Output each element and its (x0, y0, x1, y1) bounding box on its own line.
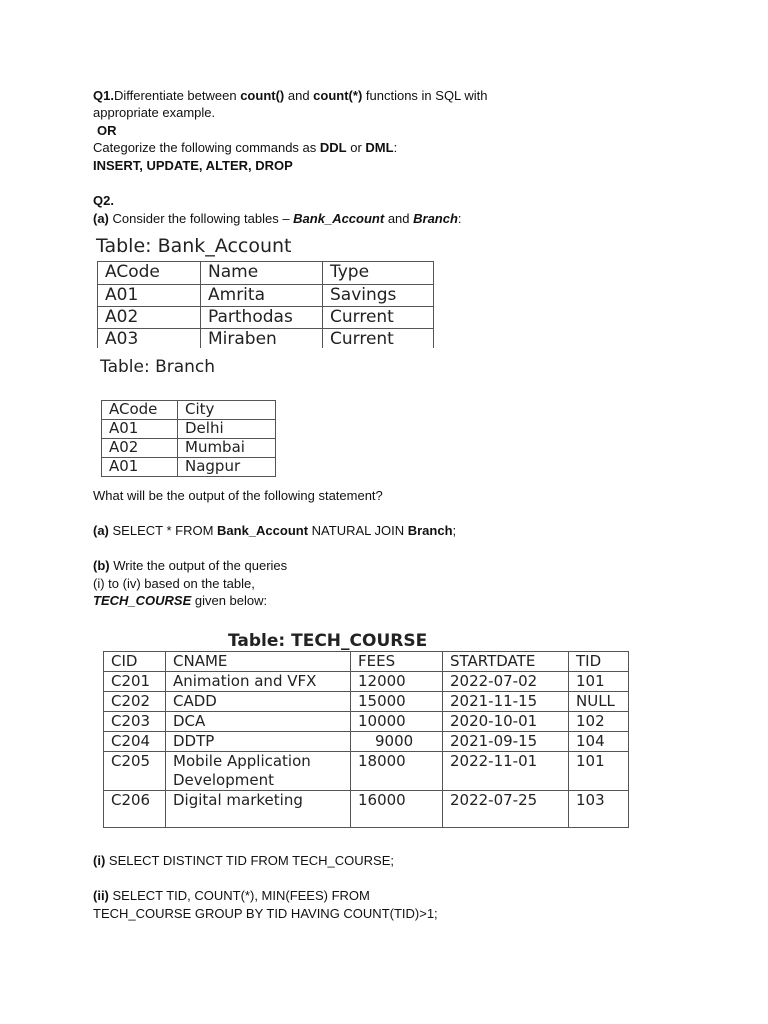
natural-join-statement: (a) SELECT * FROM Bank_Account NATURAL JOIN Branch; (93, 523, 457, 538)
query-i: (i) SELECT DISTINCT TID FROM TECH_COURSE; (93, 853, 394, 868)
tech-course-table (103, 651, 629, 828)
output-question: What will be the output of the following statement? (93, 488, 383, 503)
tech_course-cell: 102 (569, 712, 629, 732)
tech_course-cell: Digital marketing (166, 791, 351, 828)
tech_course-cell: NULL (569, 692, 629, 712)
tech_course-cell: Animation and VFX (166, 672, 351, 692)
tech_course-cell: 2021-11-15 (443, 692, 569, 712)
branch-table (101, 400, 276, 477)
tech_course-cell: 12000 (351, 672, 443, 692)
tech_course-cell: 15000 (351, 692, 443, 712)
tech_course-cell: 101 (569, 752, 629, 791)
branch-cell: A02 (102, 439, 178, 458)
tech_course-cell: 2020-10-01 (443, 712, 569, 732)
branch-header-cell: City (178, 401, 276, 420)
tech_course-cell: 101 (569, 672, 629, 692)
tech_course-row (104, 692, 629, 712)
q2-b-line-1: (b) Write the output of the queries (93, 558, 288, 573)
bank_account-cell: A02 (98, 307, 201, 329)
tech_course-row (104, 712, 629, 732)
branch-cell: Mumbai (178, 439, 276, 458)
bank_account-header-cell: Name (201, 262, 323, 285)
bank_account-cell: Parthodas (201, 307, 323, 329)
tech_course-cell: 2022-07-25 (443, 791, 569, 828)
branch-header-cell: ACode (102, 401, 178, 420)
tech_course-cell: DCA (166, 712, 351, 732)
branch-row (102, 458, 276, 477)
branch-header-row (102, 401, 276, 420)
bank_account-cell: Current (323, 307, 434, 329)
bank-account-table (97, 261, 434, 348)
q2-b-line-2: (i) to (iv) based on the table, (93, 576, 255, 591)
branch-cell: Nagpur (178, 458, 276, 477)
tech_course-cell: 103 (569, 791, 629, 828)
q1-commands: INSERT, UPDATE, ALTER, DROP (93, 158, 293, 173)
tech_course-row (104, 732, 629, 752)
tech_course-header-cell: STARTDATE (443, 652, 569, 672)
tech_course-cell: C206 (104, 791, 166, 828)
query-ii-line-2: TECH_COURSE GROUP BY TID HAVING COUNT(TID)>1; (93, 906, 438, 921)
branch-image (93, 352, 398, 482)
branch-cell: A01 (102, 420, 178, 439)
query-ii-line-1: (ii) SELECT TID, COUNT(*), MIN(FEES) FROM (93, 888, 370, 903)
tech_course-header-row (104, 652, 629, 672)
q1-line-2: appropriate example. (93, 105, 216, 120)
bank_account-row (98, 329, 434, 349)
bank_account-row (98, 285, 434, 307)
tech_course-cell: 104 (569, 732, 629, 752)
tech_course-cell: C205 (104, 752, 166, 791)
q1-line-3: Categorize the following commands as DDL or DML: (93, 140, 398, 155)
bank_account-header-cell: Type (323, 262, 434, 285)
tech-course-image (93, 624, 638, 834)
q2-b-line-3: TECH_COURSE given below: (93, 593, 268, 608)
tech_course-cell: 2022-07-02 (443, 672, 569, 692)
branch-caption: Table: Branch (100, 357, 216, 377)
branch-cell: A01 (102, 458, 178, 477)
tech_course-cell: 16000 (351, 791, 443, 828)
q2-label: Q2. (93, 193, 114, 208)
tech_course-cell: CADD (166, 692, 351, 712)
bank_account-cell: A01 (98, 285, 201, 307)
tech_course-cell: 18000 (351, 752, 443, 791)
bank_account-header-cell: ACode (98, 262, 201, 285)
bank_account-cell: Savings (323, 285, 434, 307)
bank_account-cell: Amrita (201, 285, 323, 307)
bank_account-cell: A03 (98, 329, 201, 349)
tech_course-cell: C204 (104, 732, 166, 752)
tech_course-cell: DDTP (166, 732, 351, 752)
bank-account-image (93, 232, 438, 348)
branch-cell: Delhi (178, 420, 276, 439)
tech-course-caption: Table: TECH_COURSE (228, 631, 428, 651)
q1-line-1: Q1.Differentiate between count() and count(*) functions in SQL with (93, 88, 488, 103)
tech_course-cell: 10000 (351, 712, 443, 732)
branch-row (102, 420, 276, 439)
tech_course-header-cell: FEES (351, 652, 443, 672)
tech_course-cell: 2022-11-01 (443, 752, 569, 791)
tech_course-header-cell: TID (569, 652, 629, 672)
bank_account-row (98, 307, 434, 329)
branch-row (102, 439, 276, 458)
tech_course-cell: C201 (104, 672, 166, 692)
tech_course-header-cell: CID (104, 652, 166, 672)
tech_course-row (104, 791, 629, 828)
q2-a-line: (a) Consider the following tables – Bank_Account and Branch: (93, 211, 462, 226)
tech_course-row (104, 752, 629, 791)
tech_course-row (104, 672, 629, 692)
bank_account-header-row (98, 262, 434, 285)
q1-or: OR (97, 123, 117, 138)
tech_course-cell: Mobile Application Development (166, 752, 351, 791)
tech_course-header-cell: CNAME (166, 652, 351, 672)
bank_account-cell: Current (323, 329, 434, 349)
bank_account-cell: Miraben (201, 329, 323, 349)
tech_course-cell: 2021-09-15 (443, 732, 569, 752)
tech_course-cell: C203 (104, 712, 166, 732)
tech_course-cell: C202 (104, 692, 166, 712)
bank-account-caption: Table: Bank_Account (96, 235, 292, 257)
tech_course-cell: 9000 (351, 732, 443, 752)
q1-label: Q1. (93, 88, 114, 103)
